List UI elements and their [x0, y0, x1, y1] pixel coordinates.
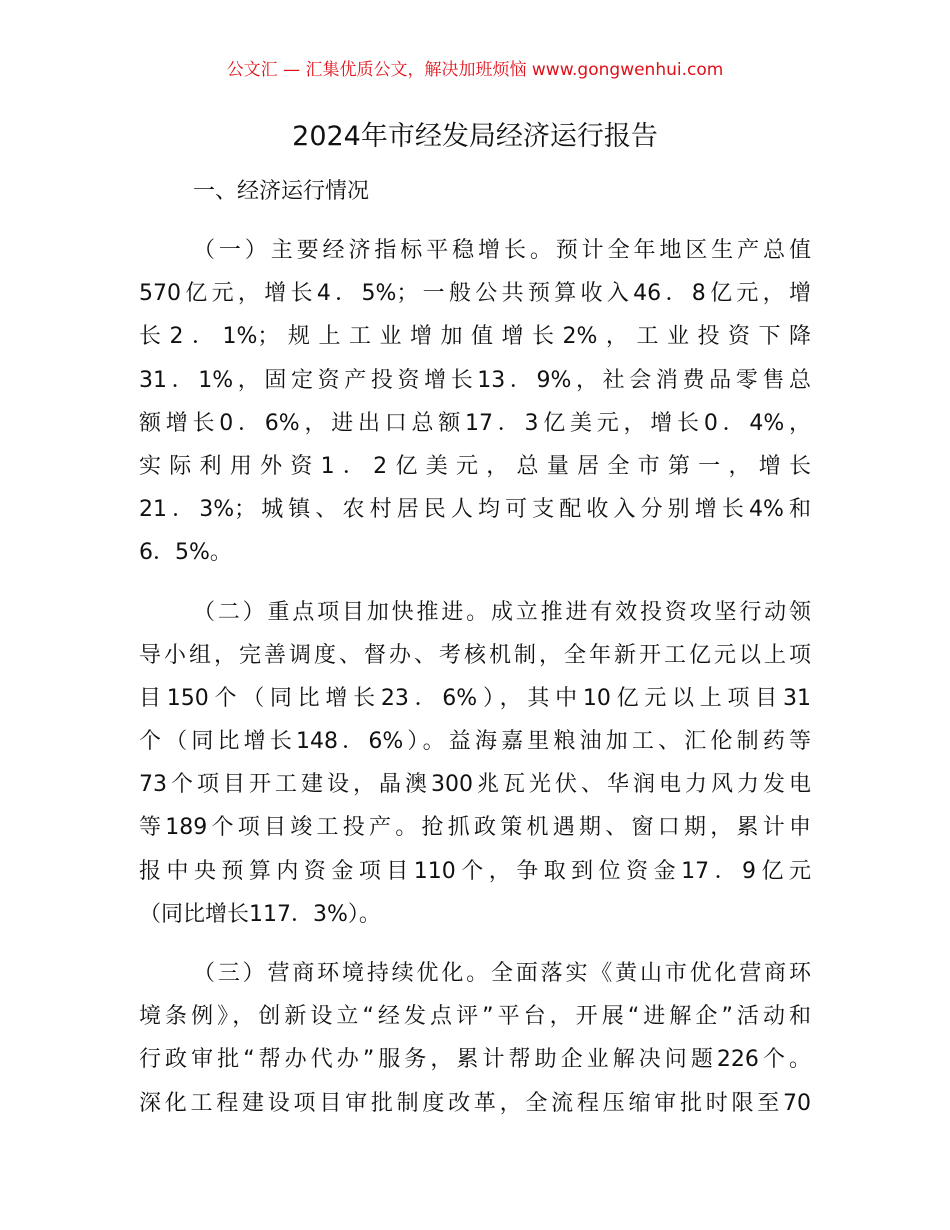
paragraph-line: 实际利用外资1．2亿美元，总量居全市第一，增长	[139, 453, 811, 479]
paragraph-line: （二）重点项目加快推进。成立推进有效投资攻坚行动领	[193, 599, 811, 625]
paragraph-line: 21．3%；城镇、农村居民人均可支配收入分别增长4%和	[139, 497, 811, 523]
paragraph-line: 6．5%。	[139, 540, 232, 566]
paragraph-line: （一）主要经济指标平稳增长。预计全年地区生产总值	[193, 238, 811, 263]
paragraph-projects	[139, 591, 811, 937]
document-title: 2024年市经发局经济运行报告	[292, 121, 658, 152]
paragraph-line: 个（同比增长148．6%）。益海嘉里粮油加工、汇伦制药等	[139, 729, 811, 755]
paragraph-line: （同比增长117．3%）。	[139, 901, 381, 927]
paragraph-line: 31．1%，固定资产投资增长13．9%，社会消费品零售总	[139, 367, 811, 393]
paragraph-line: 深化工程建设项目审批制度改革，全流程压缩审批时限至70	[139, 1090, 811, 1116]
paragraph-line: 境条例》，创新设立“经发点评”平台，开展“进解企”活动和	[139, 1004, 811, 1030]
paragraph-line: 73个项目开工建设，晶澳300兆瓦光伏、华润电力风力发电	[139, 772, 811, 798]
paragraph-line: 等189个项目竣工投产。抢抓政策机遇期、窗口期，累计申	[139, 815, 811, 841]
watermark-banner: 公文汇 — 汇集优质公文，解决加班烦恼 www.gongwenhui.com	[226, 60, 724, 80]
paragraph-line: 导小组，完善调度、督办、考核机制，全年新开工亿元以上项	[139, 642, 811, 668]
paragraph-line: 行政审批“帮办代办”服务，累计帮助企业解决问题226个。	[139, 1047, 811, 1073]
paragraph-line: （三）营商环境持续优化。全面落实《黄山市优化营商环	[193, 961, 811, 986]
paragraph-line: 报中央预算内资金项目110个，争取到位资金17．9亿元	[139, 858, 811, 884]
paragraph-line: 长2．1%；规上工业增加值增长2%，工业投资下降	[139, 324, 811, 350]
paragraph-line: 目150个（同比增长23．6%），其中10亿元以上项目31	[139, 685, 811, 711]
paragraph-business-environment	[139, 952, 811, 1125]
paragraph-line: 570亿元，增长4．5%；一般公共预算收入46．8亿元，增	[139, 281, 811, 307]
paragraph-indicators	[139, 229, 811, 575]
document-body	[139, 170, 811, 1125]
paragraph-line: 额增长0．6%，进出口总额17．3亿美元，增长0．4%，	[139, 410, 811, 436]
section-heading: 一、经济运行情况	[193, 179, 370, 204]
